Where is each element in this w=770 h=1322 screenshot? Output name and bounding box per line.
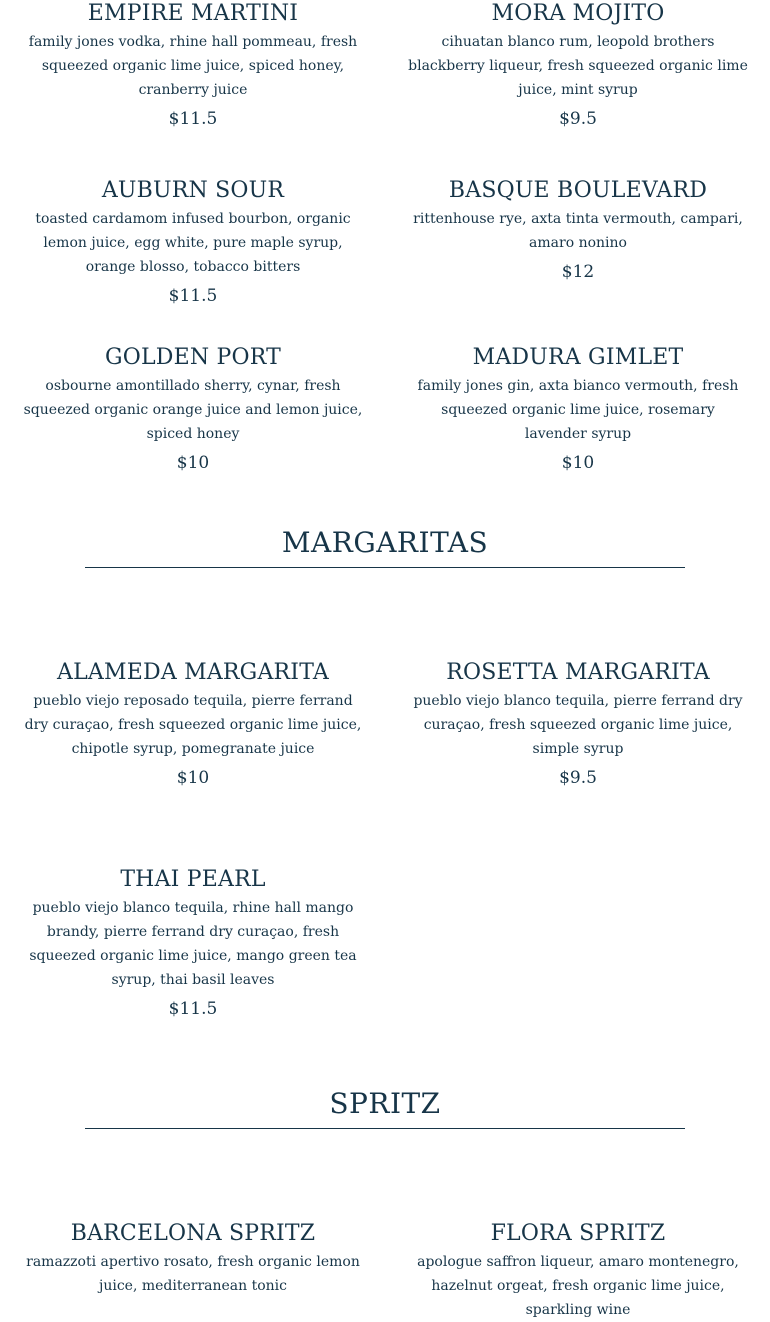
menu-item-madura-gimlet	[408, 344, 748, 474]
menu-item-basque-boulevard	[408, 177, 748, 283]
menu-item-rosetta-margarita	[408, 659, 748, 789]
menu-item-price: $11.5	[168, 286, 218, 306]
section-title-spritz: SPRITZ	[329, 1087, 441, 1120]
menu-item-description: osbourne amontillado sherry, cynar, fresh squeezed organic orange juice and lemon juice, spiced honey	[23, 378, 363, 442]
menu-item-empire-martini	[23, 0, 363, 130]
menu-item-name: FLORA SPRITZ	[490, 1221, 666, 1246]
menu-item-name: ROSETTA MARGARITA	[446, 660, 710, 685]
menu-item-description: family jones gin, axta bianco vermouth, fresh squeezed organic lime juice, rosemary lavender syrup	[417, 378, 739, 442]
menu-item-alameda-margarita	[23, 659, 363, 789]
menu-item-name: MADURA GIMLET	[472, 345, 684, 370]
menu-item-name: MORA MOJITO	[491, 1, 665, 26]
menu-item-price: $9.5	[559, 768, 597, 788]
menu-item-description: toasted cardamom infused bourbon, organic lemon juice, egg white, pure maple syrup, orange blosso, tobacco bitters	[35, 211, 351, 275]
menu-item-description: rittenhouse rye, axta tinta vermouth, campari, amaro nonino	[413, 211, 743, 251]
menu-item-name: ALAMEDA MARGARITA	[57, 660, 329, 685]
menu-item-name: THAI PEARL	[120, 867, 266, 892]
menu-item-description: pueblo viejo blanco tequila, pierre ferrand dry curaçao, fresh squeezed organic lime juice, simple syrup	[413, 693, 743, 757]
menu-item-mora-mojito	[408, 0, 748, 130]
menu-item-description: cihuatan blanco rum, leopold brothers blackberry liqueur, fresh squeezed organic lime juice, mint syrup	[408, 34, 748, 98]
menu-item-thai-pearl	[23, 866, 363, 1020]
menu-item-golden-port	[23, 344, 363, 474]
menu-item-price: $11.5	[168, 999, 218, 1019]
section-title-margaritas: MARGARITAS	[281, 526, 489, 559]
menu-item-description: ramazzoti apertivo rosato, fresh organic lemon juice, mediterranean tonic	[26, 1254, 360, 1294]
menu-item-price: $10	[176, 768, 210, 788]
menu-item-description: family jones vodka, rhine hall pommeau, fresh squeezed organic lime juice, spiced honey, cranberry juice	[28, 34, 358, 98]
menu-item-description: pueblo viejo reposado tequila, pierre ferrand dry curaçao, fresh squeezed organic lime juice, chipotle syrup, pomegranate juice	[24, 693, 362, 757]
menu-item-name: BASQUE BOULEVARD	[448, 178, 708, 203]
menu-item-description: pueblo viejo blanco tequila, rhine hall mango brandy, pierre ferrand dry curaçao, fresh squeezed organic lime juice, mango green tea syrup, thai basil leaves	[29, 900, 357, 988]
menu-item-barcelona-spritz	[23, 1220, 363, 1298]
menu-item-name: EMPIRE MARTINI	[87, 1, 299, 26]
menu-item-name: BARCELONA SPRITZ	[70, 1221, 316, 1246]
menu-item-name: GOLDEN PORT	[104, 345, 282, 370]
menu-item-price: $12	[561, 262, 595, 282]
menu-item-description: apologue saffron liqueur, amaro montenegro, hazelnut orgeat, fresh organic lime juice, sparkling wine	[417, 1254, 739, 1318]
menu-item-price: $10	[561, 453, 595, 473]
menu-item-auburn-sour	[23, 177, 363, 307]
menu-item-name: AUBURN SOUR	[101, 178, 285, 203]
menu-item-price: $10	[176, 453, 210, 473]
menu-item-flora-spritz	[408, 1220, 748, 1322]
section-divider	[85, 1128, 685, 1129]
menu-item-price: $9.5	[559, 109, 597, 129]
menu-item-price: $11.5	[168, 109, 218, 129]
section-divider	[85, 567, 685, 568]
